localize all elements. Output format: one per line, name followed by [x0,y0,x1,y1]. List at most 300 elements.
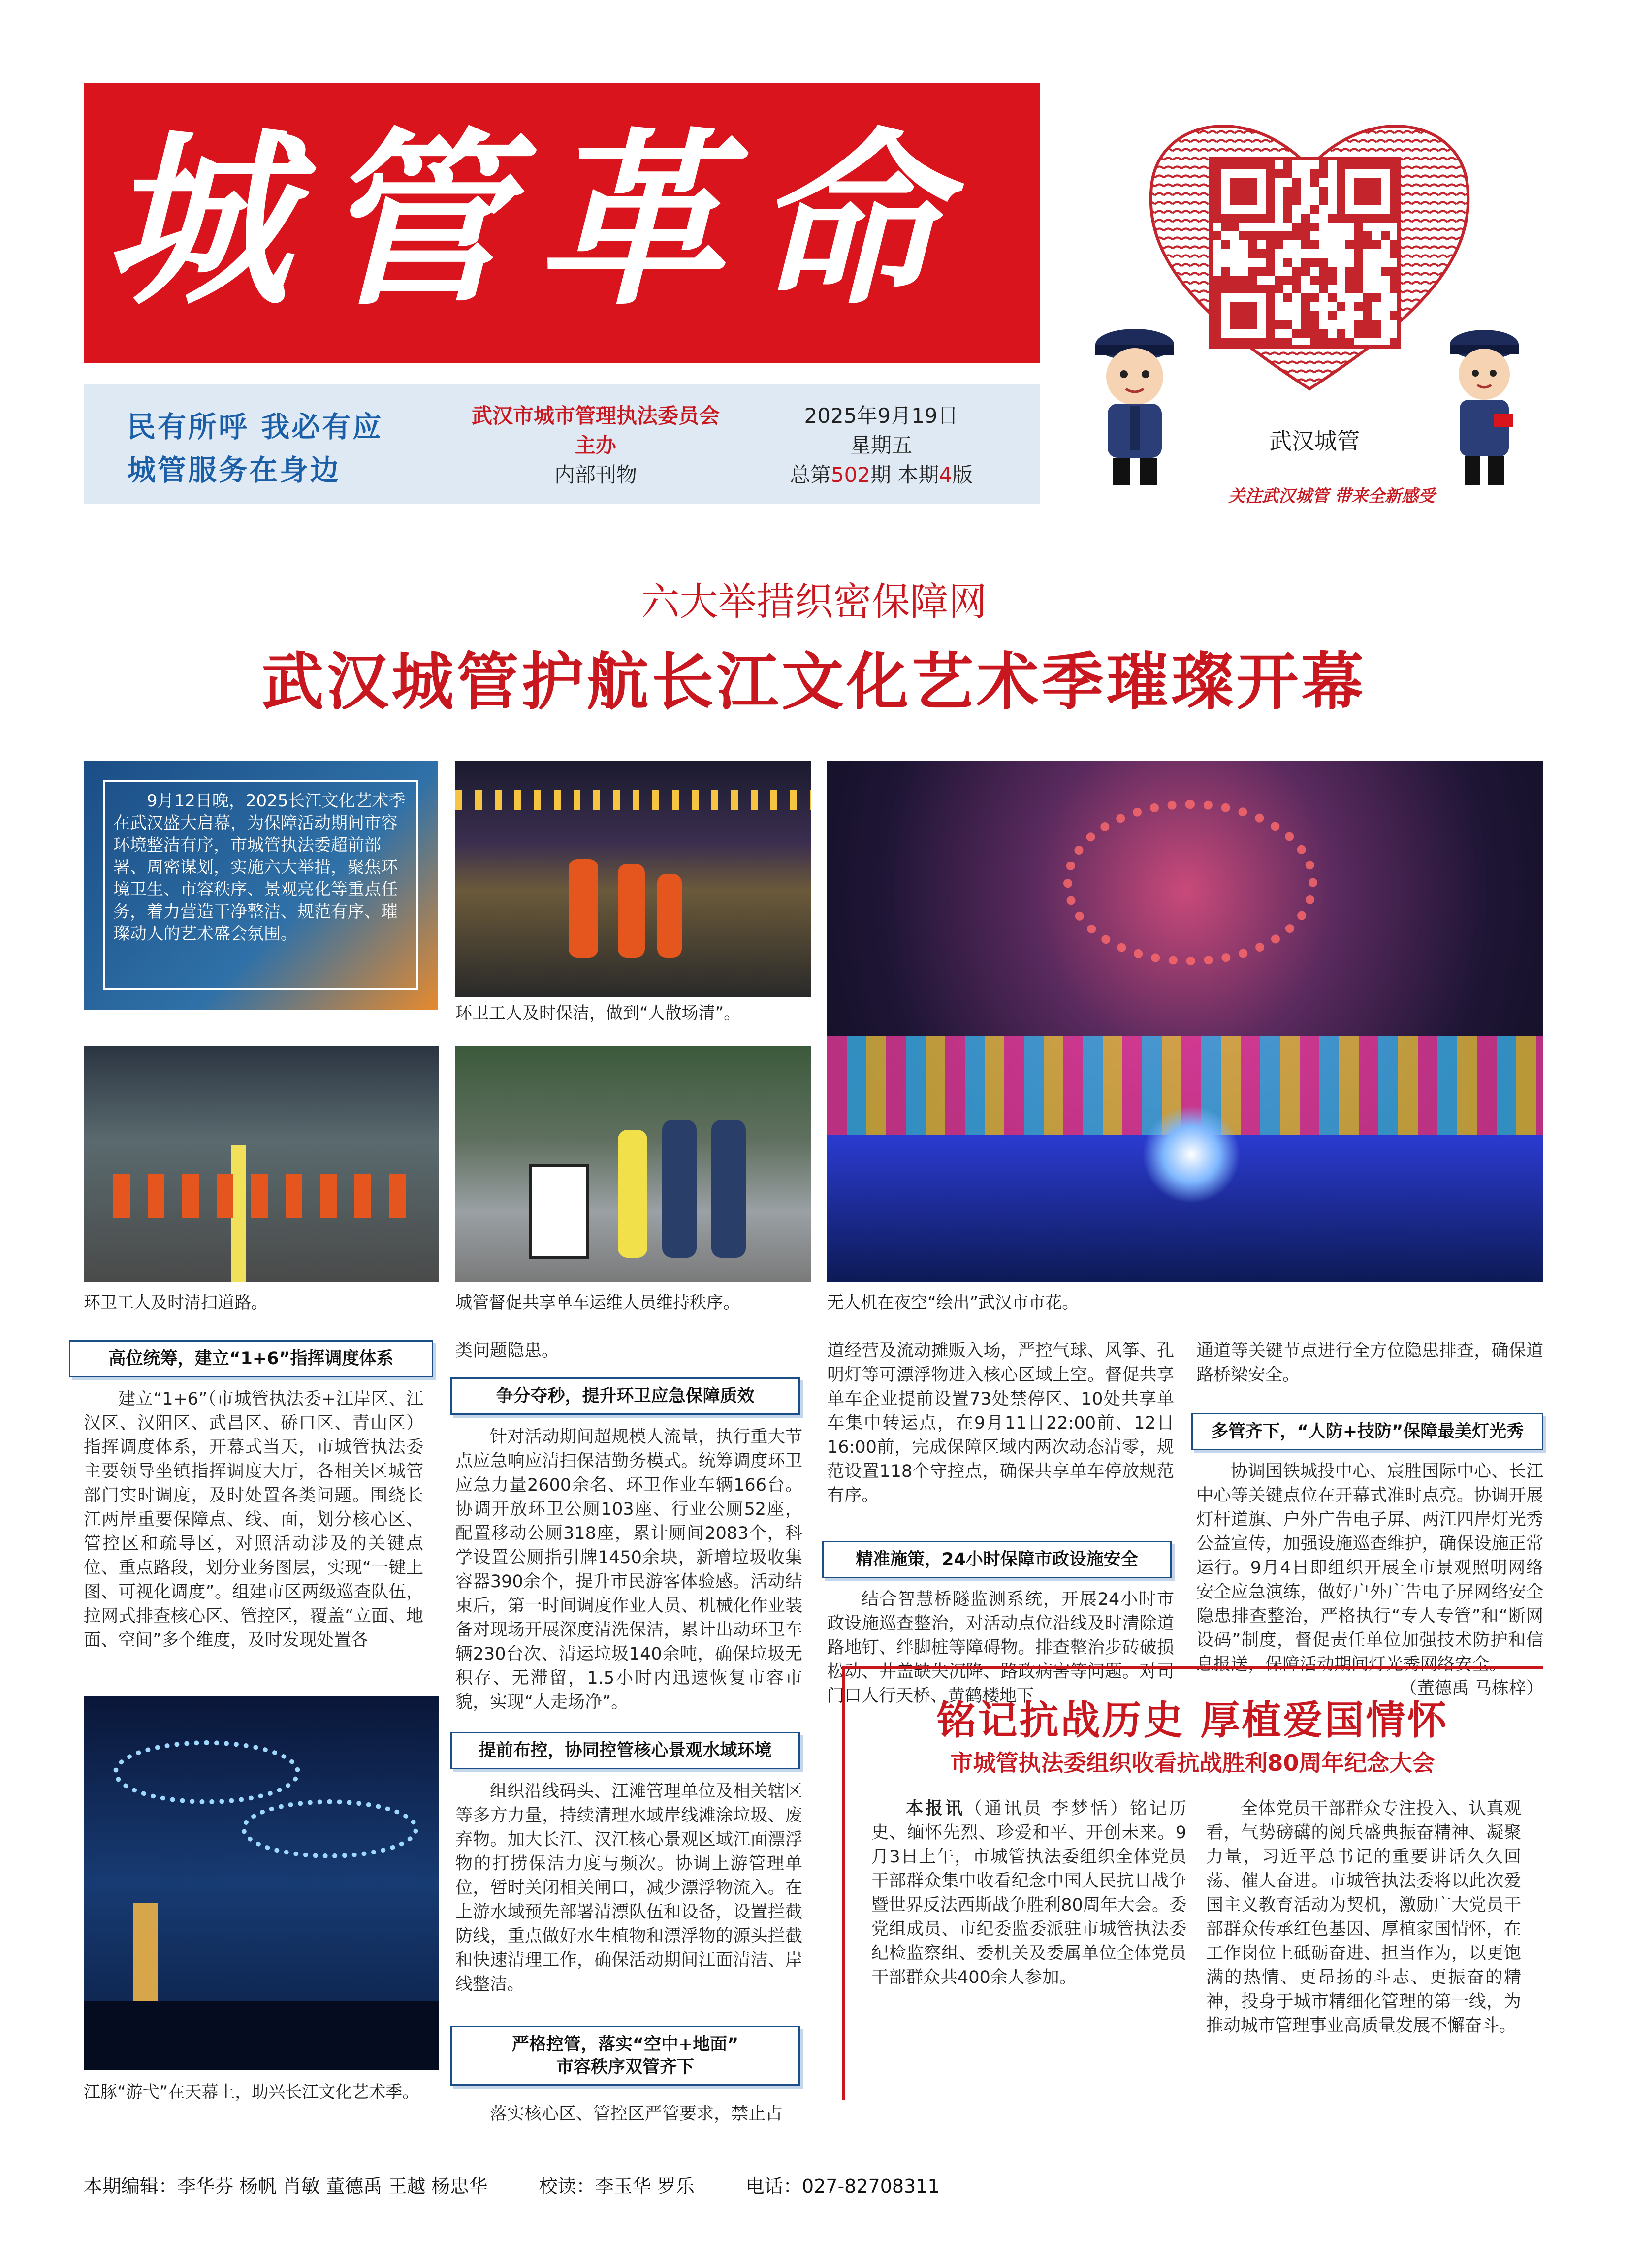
qr-module [1283,214,1292,223]
qr-module [1354,258,1363,267]
qr-module [1239,231,1248,240]
qr-module [1230,196,1239,205]
article-column-4b [1196,1460,1543,1701]
qr-module [1345,214,1354,223]
issue-suffix: 期 本期 [870,463,939,487]
qr-module [1363,214,1372,223]
officer-cartoon-left-icon [1081,315,1189,487]
qr-module [1310,178,1319,187]
qr-module [1239,214,1248,223]
qr-module [1213,169,1221,178]
qr-module [1213,285,1221,293]
qr-module [1301,223,1310,231]
qr-module [1213,329,1221,338]
qr-module [1328,267,1337,276]
qr-module [1372,214,1381,223]
commemoration-subtitle: 市城管执法委组织收看抗战胜利80周年纪念大会 [950,1750,1435,1776]
qr-module [1248,178,1257,187]
qr-module [1390,240,1399,249]
issue-prefix: 总第 [789,463,831,487]
qr-module [1283,258,1292,267]
qr-module [1319,160,1328,169]
intro-text: 9月12日晚，2025长江文化艺术季在武汉盛大启幕，为保障活动期间市容环境整洁有序，市城管执法委超前部署、周密谋划，实施六大举措，聚焦环境卫生、市容秩序、景观亮化等重点任务，着力营造干净整洁、规范有序、璀璨动人的艺术盛会氛围。 [113,791,406,944]
qr-module [1292,231,1301,240]
qr-module [1248,320,1257,329]
issue-weekday: 星期五 [850,433,912,457]
article-column-2-top [455,1339,802,1363]
phone-label: 电话： [745,2175,802,2197]
qr-module [1230,178,1239,187]
article-column-2c [455,2102,802,2126]
qr-module [1266,311,1275,320]
publisher-host: 主办 [575,433,616,457]
qr-module [1213,178,1221,187]
qr-module [1266,285,1275,293]
qr-module [1363,311,1372,320]
paragraph-4: 落实核心区、管控区严管要求，禁止占 [490,2104,783,2124]
qr-module [1283,293,1292,302]
qr-module [1266,302,1275,311]
qr-module [1257,160,1266,169]
qr-module [1337,338,1345,347]
qr-module [1310,169,1319,178]
qr-module [1345,285,1354,293]
qr-module [1275,320,1283,329]
qr-module [1301,258,1310,267]
commemoration-column-2 [1206,1797,1521,2038]
qr-module [1354,223,1363,231]
slogan-line-2: 城管服务在身边 [127,453,341,487]
publisher-name: 武汉市城市管理执法委员会 [471,404,720,428]
qr-module [1363,302,1372,311]
qr-module [1239,320,1248,329]
qr-module [1275,231,1283,240]
qr-module [1283,187,1292,196]
paragraph-5: 结合智慧桥隧监测系统，开展24小时市政设施巡查整治，对活动点位沿线及时清除道路地钉、绊脚桩等障碍物。排查整治步砖破损松动、井盖缺失沉降、路政病害等问题。对司门口人行天桥、黄鹤楼地下 [827,1590,1174,1706]
qr-module [1328,293,1337,302]
qr-module [1266,267,1275,276]
qr-module [1213,205,1221,214]
qr-module [1275,240,1283,249]
qr-module [1221,214,1230,223]
qr-module [1292,187,1301,196]
qr-module [1345,338,1354,347]
qr-module [1363,160,1372,169]
qr-module [1354,240,1363,249]
qr-module [1363,320,1372,329]
qr-module [1266,231,1275,240]
subhead-4 [450,2026,800,2086]
qr-module [1248,267,1257,276]
qr-module [1283,231,1292,240]
qr-module [1337,302,1345,311]
qr-module [1266,214,1275,223]
qr-module [1319,267,1328,276]
qr-module [1390,178,1399,187]
proof-label: 校读： [539,2175,595,2197]
qr-module [1328,214,1337,223]
qr-module [1390,214,1399,223]
masthead [84,83,1040,363]
qr-module [1257,249,1266,258]
caption-photo-5: 江豚“游弋”在天幕上，助兴长江文化艺术季。 [84,2082,419,2102]
qr-module [1337,169,1345,178]
qr-module [1266,169,1275,178]
qr-module [1213,311,1221,320]
qr-module [1239,311,1248,320]
qr-module [1239,187,1248,196]
qr-module [1239,285,1248,293]
qr-module [1337,160,1345,169]
phone-number[interactable]: 027-82708311 [801,2175,940,2197]
qr-module [1363,240,1372,249]
qr-module [1239,302,1248,311]
issue-date: 2025年9月19日 [804,404,958,428]
qr-module [1248,311,1257,320]
qr-module [1363,187,1372,196]
qr-module [1381,267,1390,276]
qr-module [1390,311,1399,320]
qr-module [1372,187,1381,196]
qr-module [1301,214,1310,223]
qr-module [1354,249,1363,258]
qr-module [1248,302,1257,311]
qr-module [1239,276,1248,285]
qr-module [1354,285,1363,293]
qr-module [1248,196,1257,205]
qr-module [1363,196,1372,205]
caption-photo-3: 城管督促共享单车运维人员维持秩序。 [455,1293,740,1312]
commemoration-column-1 [871,1797,1186,1990]
qr-module [1221,285,1230,293]
qr-module [1301,329,1310,338]
qr-module [1319,169,1328,178]
paragraph-1-cont: 类问题隐患。 [455,1341,559,1361]
photo-finless-porpoise-show [84,1696,439,2070]
qr-module [1213,338,1221,347]
qr-module [1372,196,1381,205]
qr-module [1372,178,1381,187]
qr-module [1328,311,1337,320]
news-lead: 本报讯 [906,1799,965,1819]
qr-module [1310,223,1319,231]
qr-module [1266,258,1275,267]
subhead-4-line-2: 市容秩序双管齐下 [556,2057,694,2077]
qr-module [1390,285,1399,293]
qr-module [1354,320,1363,329]
qr-module [1248,214,1257,223]
qr-module [1372,329,1381,338]
qr-module [1213,231,1221,240]
qr-module [1257,285,1266,293]
qr-module [1337,178,1345,187]
qr-module [1248,187,1257,196]
qr-module [1319,285,1328,293]
info-bar [84,384,1040,504]
qr-module [1337,205,1345,214]
qr-module [1292,285,1301,293]
qr-module [1230,338,1239,347]
issue-number [743,459,1019,488]
qr-module [1283,320,1292,329]
qr-module [1213,320,1221,329]
qr-module [1248,249,1257,258]
qr-module [1310,293,1319,302]
qr-module [1230,187,1239,196]
qr-module [1275,276,1283,285]
officer-cartoon-right-icon [1430,315,1538,487]
qr-module [1345,267,1354,276]
subhead-6: 多管齐下，“人防+技防”保障最美灯光秀 [1191,1413,1543,1450]
qr-module [1354,160,1363,169]
qr-module [1266,205,1275,214]
qr-module [1301,302,1310,311]
commemoration-paragraph-2: 全体党员干部群众专注投入、认真观看，气势磅礴的阅兵盛典振奋精神、凝聚力量，习近平总书记的重要讲话久久回荡、催人奋进。市城管执法委将以此次爱国主义教育活动为契机，激励广大党员干部群众传承红色基因、厚植家国情怀，在工作岗位上砥砺奋进、担当作为，以更饱满的热情、更昂扬的斗志、更振奋的精神，投身于城市精细化管理的第一线，为推动城市管理事业高质量发展不懈奋斗。 [1206,1799,1521,2036]
qr-module [1354,187,1363,196]
slogan-line-1: 民有所呼 我必有应 [127,410,383,444]
qr-module [1230,302,1239,311]
qr-module [1283,276,1292,285]
byline: （董德禹 马栋梓） [1400,1679,1543,1698]
qr-module [1248,240,1257,249]
qr-module [1221,338,1230,347]
qr-module [1337,187,1345,196]
qr-tagline: 关注武汉城管 带来全新感受 [1228,486,1435,506]
paragraph-3: 组织沿线码头、江滩管理单位及相关辖区等多方力量，持续清理水域岸线滩涂垃圾、废弃物。加大长江、汉江核心景观区域江面漂浮物的打捞保洁力度与频次。协调上游管理单位，暂时关闭相关闸口，减少漂浮物流入。在上游水域预先部署清漂队伍和设备，设置拦截防线，重点做好水生植物和漂浮物的源头拦截和快速清理工作，确保活动期间江面清洁、岸线整洁。 [455,1782,802,1994]
pages-suffix: 版 [952,463,973,487]
qr-module [1345,160,1354,169]
qr-module [1292,267,1301,276]
qr-module [1328,338,1337,347]
caption-photo-2: 环卫工人及时清扫道路。 [84,1293,268,1312]
photo-sanitation-night [455,761,811,997]
photo-street-sweeping [84,1046,439,1282]
paragraph-4-cont: 道经营及流动摊贩入场，严控气球、风筝、孔明灯等可漂浮物进入核心区域上空。督促共享单车企业提前设置73处禁停区、10处共享单车集中转运点，在9月11日22:00前、12日16:00前，完成保障区域内两次动态清零，规范设置118个守控点，确保共享单车停放规范有序。 [827,1341,1174,1505]
caption-photo-1: 环卫工人及时保洁，做到“人散场清”。 [455,1003,741,1023]
qr-module [1390,338,1399,347]
qr-module [1337,214,1345,223]
photo-drone-show [827,761,1543,1282]
intro-box [84,761,438,1010]
issue-number-value: 502 [830,463,871,487]
qr-module [1319,258,1328,267]
qr-module [1248,276,1257,285]
article-column-2 [455,1425,802,1715]
qr-module [1266,187,1275,196]
qr-module [1354,276,1363,285]
qr-module [1301,311,1310,320]
article-column-2b [455,1780,802,1997]
qr-module [1310,329,1319,338]
subhead-3: 提前布控，协同控管核心景观水域环境 [450,1732,800,1769]
qr-module [1266,240,1275,249]
qr-module [1345,276,1354,285]
subhead-5: 精准施策，24小时保障市政设施安全 [822,1541,1172,1578]
qr-module [1248,338,1257,347]
qr-module [1230,214,1239,223]
qr-module [1381,214,1390,223]
qr-module [1213,293,1221,302]
qr-module [1310,311,1319,320]
qr-module [1301,231,1310,240]
qr-module [1319,276,1328,285]
qr-module [1239,160,1248,169]
qr-module [1266,293,1275,302]
qr-module [1337,329,1345,338]
qr-module [1354,214,1363,223]
qr-module [1390,196,1399,205]
qr-module [1372,293,1381,302]
qr-module [1230,160,1239,169]
qr-module [1292,329,1301,338]
qr-module [1239,178,1248,187]
qr-module [1292,178,1301,187]
qr-module [1292,223,1301,231]
subhead-2: 争分夺秒，提升环卫应急保障质效 [450,1377,800,1415]
qr-module [1372,240,1381,249]
masthead-title: 城管革命 [103,110,970,330]
qr-module [1221,276,1230,285]
qr-module [1390,205,1399,214]
qr-module [1363,178,1372,187]
qr-module [1310,258,1319,267]
qr-module [1257,267,1266,276]
paragraph-2: 针对活动期间超规模人流量，执行重大节点应急响应清扫保洁勤务模式。统筹调度环卫应急力量2600余名、环卫作业车辆166台。协调开放环卫公厕103座、行业公厕52座，配置移动公厕318座，累计厕间2083个，科学设置公厕指引牌1450余块，新增垃圾收集容器390余个，提升市民游客体验感。活动结束后，第一时间调度作业人员、机械化作业装备对现场开展深度清洗保洁，累计出动环卫车辆230台次、清运垃圾140余吨，确保垃圾无积存、无滞留，1.5小时内迅速恢复市容市貌，实现“人走场净”。 [455,1427,802,1712]
qr-module [1354,329,1363,338]
qr-module [1283,160,1292,169]
qr-module [1230,311,1239,320]
qr-module [1266,178,1275,187]
qr-module [1230,276,1239,285]
qr-module [1354,302,1363,311]
qr-module [1301,240,1310,249]
qr-module [1363,231,1372,240]
qr-module [1275,285,1283,293]
caption-photo-4: 无人机在夜空“绘出”武汉市市花。 [827,1293,1079,1312]
article-column-1 [84,1387,423,1653]
qr-module [1248,160,1257,169]
qr-module [1213,187,1221,196]
qr-module [1239,196,1248,205]
qr-module [1363,293,1372,302]
reporter: （通讯员 李梦恬） [964,1799,1130,1819]
qr-module [1354,178,1363,187]
qr-module [1301,320,1310,329]
qr-module [1292,196,1301,205]
qr-module [1266,160,1275,169]
qr-module [1257,214,1266,223]
headline-kicker: 六大举措织密保障网 [641,580,987,624]
qr-module [1390,276,1399,285]
qr-module [1266,329,1275,338]
qr-module [1354,267,1363,276]
qr-module [1275,338,1283,347]
paragraph-1: 建立“1+6”（市城管执法委+江岸区、江汉区、汉阳区、武昌区、硚口区、青山区）指挥调度体系，开幕式当天，市城管执法委主要领导坐镇指挥调度大厅，各相关区城管部门实时调度，及时处置各类问题。围绕长江两岸重要保障点、线、面，划分核心区、管控区和疏导区，对照活动涉及的关键点位、重点路段，划分业务图层，实现“一键上图、可视化调度”。组建市区两级巡查队伍，拉网式排查核心区、管控区，覆盖“立面、地面、空间”多个维度，及时发现处置各 [84,1389,423,1650]
commemoration-paragraph-1 [871,1797,1186,1990]
internal-label: 内部刊物 [554,463,637,487]
qr-module [1283,196,1292,205]
qr-module [1266,196,1275,205]
qr-module [1283,338,1292,347]
qr-module [1310,338,1319,347]
article-column-3 [827,1339,1174,1508]
qr-module [1292,276,1301,285]
qr-module [1390,160,1399,169]
qr-module [1319,329,1328,338]
qr-module [1390,267,1399,276]
qr-module [1230,285,1239,293]
qr-module [1221,160,1230,169]
commemoration-text-1: 铭记历史、缅怀先烈、珍爱和平、开创未来。9月3日上午，市城管执法委组织全体党员干部群众集中收看纪念中国人民抗日战争暨世界反法西斯战争胜利80周年大会。委党组成员、市纪委监委派驻市城管执法委纪检监察组、委机关及委属单位全体党员干部群众共400余人参加。 [871,1799,1186,1987]
qr-module [1354,231,1363,240]
qr-module [1301,293,1310,302]
qr-module [1230,223,1239,231]
editors-label: 本期编辑： [84,2175,178,2197]
qr-module [1319,196,1328,205]
qr-module [1266,338,1275,347]
qr-module [1248,231,1257,240]
qr-module [1310,205,1319,214]
qr-module [1390,187,1399,196]
qr-module [1301,267,1310,276]
subhead-1: 高位统筹，建立“1+6”指挥调度体系 [69,1340,433,1377]
qr-module [1213,196,1221,205]
qr-code[interactable] [1209,157,1401,349]
qr-module [1310,320,1319,329]
qr-module [1319,338,1328,347]
qr-module [1266,320,1275,329]
qr-module [1319,187,1328,196]
qr-module [1310,240,1319,249]
qr-module [1390,249,1399,258]
proofreaders: 李玉华 罗乐 [595,2175,695,2197]
editors: 李华芬 杨帆 肖敏 董德禹 王越 杨忠华 [177,2175,488,2197]
qr-module [1221,240,1230,249]
paragraph-5-cont: 通道等关键节点进行全方位隐患排查，确保道路桥梁安全。 [1196,1341,1543,1385]
qr-module [1310,276,1319,285]
qr-module [1257,231,1266,240]
qr-label: 武汉城管 [1269,428,1360,454]
qr-module [1266,249,1275,258]
qr-module [1283,205,1292,214]
pages-count: 4 [939,463,953,487]
qr-module [1363,329,1372,338]
qr-module [1213,214,1221,223]
qr-module [1221,267,1230,276]
qr-module [1372,320,1381,329]
qr-module [1337,196,1345,205]
qr-module [1328,276,1337,285]
qr-module [1390,169,1399,178]
qr-module [1213,302,1221,311]
qr-module [1230,320,1239,329]
photo-bike-order [455,1046,811,1282]
qr-module [1221,223,1230,231]
qr-module [1213,276,1221,285]
footer [84,2171,1541,2198]
qr-module [1345,240,1354,249]
article-column-4 [1196,1339,1543,1387]
qr-module [1257,338,1266,347]
qr-module [1372,160,1381,169]
commemoration-title: 铭记抗战历史 厚植爱国情怀 [936,1697,1449,1743]
qr-module [1381,160,1390,169]
qr-module [1354,196,1363,205]
qr-module [1213,160,1221,169]
qr-module [1275,169,1283,178]
subhead-4-line-1: 严格控管，落实“空中+地面” [511,2035,739,2054]
paragraph-6: 协调国铁城投中心、宸胜国际中心、长江中心等关键点位在开幕式准时点亮。协调开展灯杆道旗、户外广告电子屏、两江四岸灯光秀公益宣传，加强设施巡查维护，确保设施正常运行。9月4日即组织开展全市景观照明网络安全应急演练，做好户外广告电子屏网络安全隐患排查整治，严格执行“专人专管”和“断网设码”制度，督促责任单位加强技术防护和信息报送，保障活动期间灯光秀网络安全。 [1196,1462,1543,1674]
